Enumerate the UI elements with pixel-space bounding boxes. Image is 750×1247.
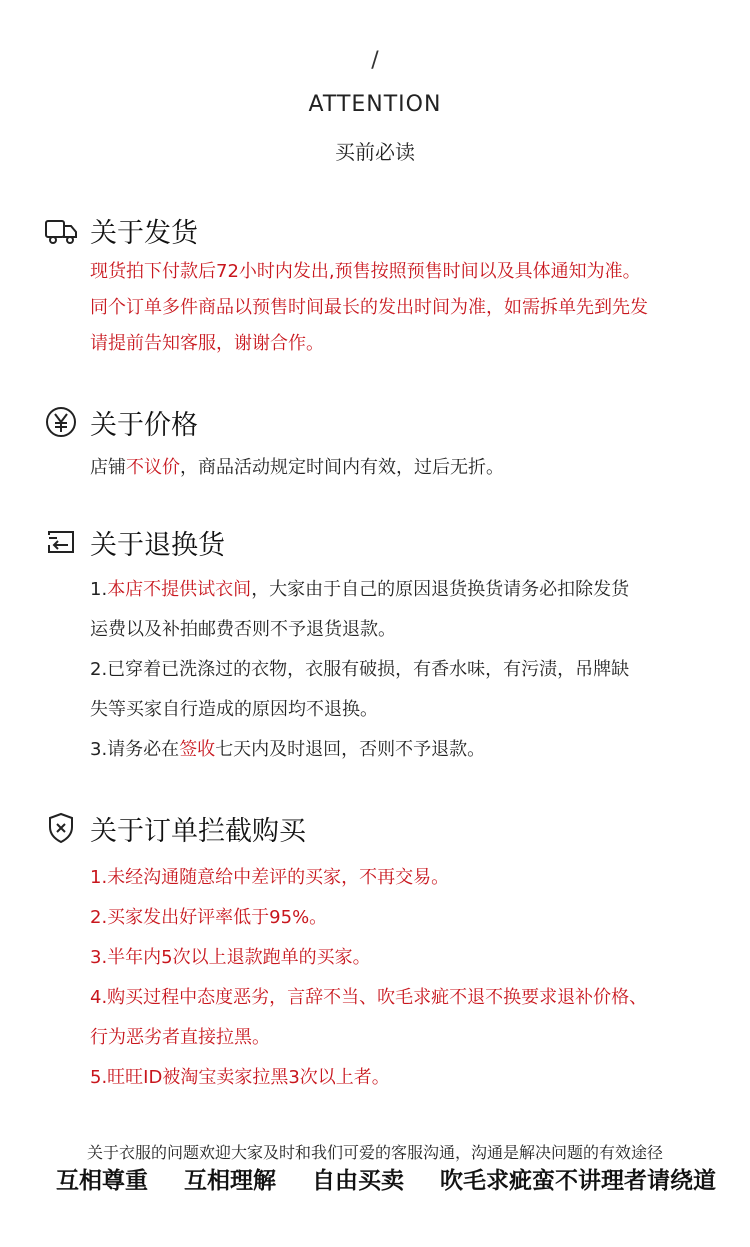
motto-2: 互相理解 [184,1168,277,1194]
intercept-line-1: 1.未经沟通随意给中差评的买家，不再交易。 [90,867,450,888]
returns-line-3: 2.已穿着已洗涤过的衣物，衣服有破损，有香水味，有污渍，吊牌缺 [90,659,630,680]
intercept-line-6: 5.旺旺ID被淘宝卖家拉黑3次以上者。 [90,1067,390,1088]
returns-line-1-highlight: 本店不提供试衣间 [107,579,252,600]
returns-line-4: 失等买家自行造成的原因均不退换。 [90,699,378,720]
footer-mottos [56,1162,716,1195]
decorative-slash: / [371,48,379,73]
motto-3: 自由买卖 [312,1168,405,1194]
price-heading [44,402,198,442]
truck-icon [44,213,78,247]
returns-line-5-post: 七天内及时退回，否则不予退款。 [215,739,486,760]
intercept-line-4: 4.购买过程中态度恶劣，言辞不当、吹毛求疵不退不换要求退补价格、 [90,987,648,1008]
price-title: 关于价格 [90,409,198,441]
motto-4: 吹毛求疵蛮不讲理者请绕道 [440,1168,717,1194]
intercept-line-3: 3.半年内5次以上退款跑单的买家。 [90,947,371,968]
returns-line-2: 运费以及补拍邮费否则不予退货退款。 [90,619,396,640]
price-line-pre: 店铺 [90,457,126,478]
returns-line-5-highlight: 签收 [179,739,216,760]
returns-title: 关于退换货 [90,529,225,561]
shipping-line-3: 请提前告知客服，谢谢合作。 [90,333,324,354]
shipping-line-2: 同个订单多件商品以预售时间最长的发出时间为准，如需拆单先到先发 [90,297,648,318]
motto-1: 互相尊重 [56,1168,148,1194]
intercept-line-2: 2.买家发出好评率低于95%。 [90,907,328,928]
returns-line-1 [90,576,629,604]
yen-icon [44,405,78,439]
return-icon [44,525,78,559]
price-line [90,454,504,482]
footer-note: 关于衣服的问题欢迎大家及时和我们可爱的客服沟通，沟通是解决问题的有效途径 [86,1143,663,1162]
intercept-line-5: 行为恶劣者直接拉黑。 [90,1027,270,1048]
intercept-title: 关于订单拦截购买 [90,815,306,847]
price-line-post: ，商品活动规定时间内有效，过后无折。 [180,457,504,478]
shipping-heading [44,210,198,250]
page-subtitle: 买前必读 [335,140,415,164]
page-title: ATTENTION [308,92,442,117]
returns-line-1-pre: 1. [90,579,108,600]
shield-x-icon [44,811,78,845]
returns-line-5-pre: 3.请务必在 [90,739,180,760]
shipping-title: 关于发货 [90,217,198,249]
returns-heading [44,522,225,562]
returns-line-5 [90,736,485,764]
intercept-heading [44,808,306,848]
shipping-line-1: 现货拍下付款后72小时内发出,预售按照预售时间以及具体通知为准。 [90,261,641,282]
returns-line-1-post: ，大家由于自己的原因退货换货请务必扣除发货 [251,579,630,600]
price-line-highlight: 不议价 [126,457,180,478]
